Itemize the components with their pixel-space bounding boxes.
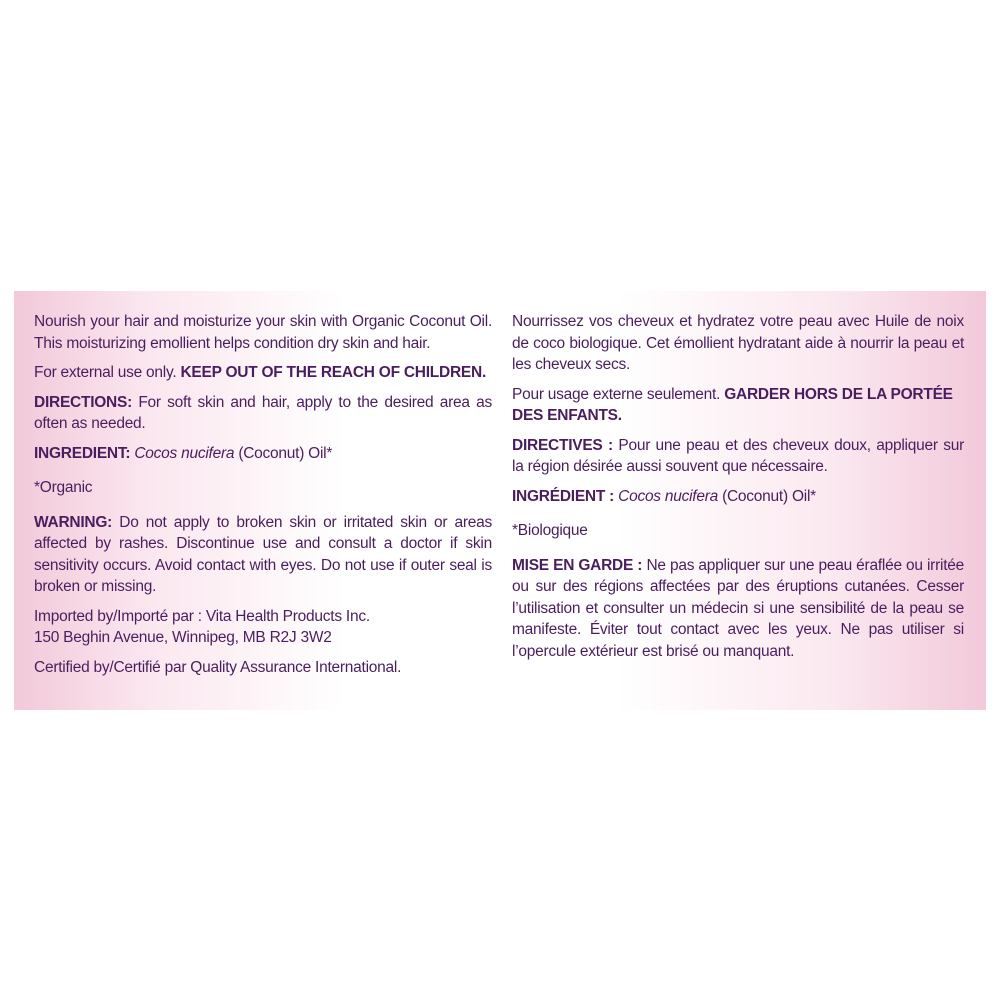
ingredient-label: INGREDIENT: [34, 444, 131, 462]
organic-note-text: *Organic [34, 479, 93, 496]
product-label-panel [14, 291, 986, 710]
warning-text-fr: Ne pas appliquer sur une peau éraflée ou irritée ou sur des régions affectées par des éruptions cutanées. Cesser l’utilisation et consulter un médecin si une sensibilité de la peau se manifeste. Éviter tout contact avec les yeux. Ne pas utiliser si l’opercule extérieur est brisé ou manquant. [512, 556, 965, 660]
ingredient-common-name-fr: (Coconut) Oil* [722, 487, 816, 505]
importer-line-2: 150 Beghin Avenue, Winnipeg, MB R2J 3W2 [34, 629, 332, 646]
external-use-text: For external use only. [34, 364, 177, 381]
organic-note-fr [512, 520, 964, 542]
keep-out-warning-fr: GARDER HORS DE LA PORTÉE DES ENFANTS. [512, 385, 953, 424]
french-column [512, 311, 964, 670]
directions [34, 392, 492, 435]
intro-text-fr [512, 311, 964, 376]
english-column [34, 311, 492, 686]
certification-text: Certified by/Certifié par Quality Assurance International. [34, 658, 402, 676]
ingredient-fr [512, 486, 964, 508]
organic-note-text-fr: *Biologique [512, 522, 588, 539]
ingredient-latin-name: Cocos nucifera [134, 444, 235, 462]
directions-label-fr: DIRECTIVES : [512, 436, 613, 454]
warning-label-fr: MISE EN GARDE : [512, 556, 643, 574]
intro-text-body: Nourish your hair and moisturize your skin with Organic Coconut Oil. This moisturizing emollient helps condition dry skin and hair. [34, 313, 492, 352]
ingredient-latin-name-fr: Cocos nucifera [618, 487, 719, 505]
warning-label: WARNING: [34, 513, 113, 531]
ingredient [34, 443, 492, 465]
warning-text: Do not apply to broken skin or irritated skin or areas affected by rashes. Discontinue use and consult a doctor if skin sensitivity occurs. Avoid contact with eyes. Do not use if outer seal is broken or missing. [34, 513, 492, 595]
warning [34, 512, 492, 598]
intro-text [34, 311, 492, 354]
organic-note [34, 477, 492, 499]
directions-text: For soft skin and hair, apply to the desired area as often as needed. [34, 393, 492, 432]
external-use-note-fr [512, 384, 964, 427]
ingredient-label-fr: INGRÉDIENT : [512, 487, 615, 505]
directions-text-fr: Pour une peau et des cheveux doux, appliquer sur la région désirée aussi souvent que nécessaire. [512, 436, 965, 475]
importer-info [34, 606, 492, 649]
certification [34, 657, 492, 679]
intro-text-fr-body: Nourrissez vos cheveux et hydratez votre peau avec Huile de noix de coco biologique. Cet émollient hydratant aide à nourrir la peau et les cheveux secs. [512, 313, 964, 373]
external-use-note [34, 362, 492, 384]
keep-out-warning: KEEP OUT OF THE REACH OF CHILDREN. [180, 364, 487, 381]
external-use-text-fr: Pour usage externe seulement. [512, 385, 721, 403]
directions-label: DIRECTIONS: [34, 393, 132, 411]
importer-line-1: Imported by/Importé par : Vita Health Products Inc. [34, 607, 370, 625]
directions-fr [512, 435, 964, 478]
warning-fr [512, 555, 964, 663]
ingredient-common-name: (Coconut) Oil* [238, 444, 333, 462]
